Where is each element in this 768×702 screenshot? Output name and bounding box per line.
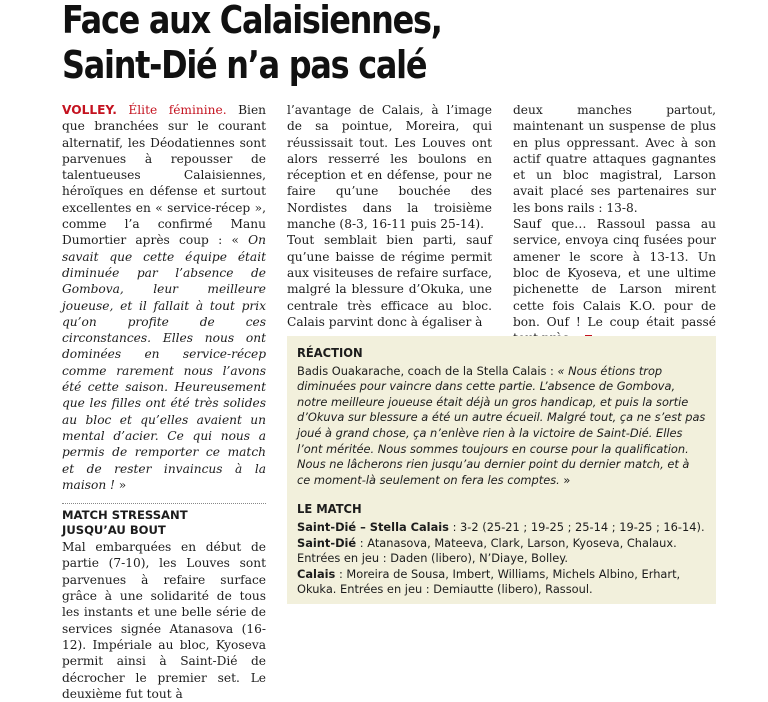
section-label: VOLLEY. bbox=[62, 103, 117, 117]
headline bbox=[62, 0, 442, 88]
article-column-2 bbox=[287, 102, 492, 330]
team-1-players: : Atanasova, Mateeva, Clark, Larson, Kyoseva, Chalaux. bbox=[356, 535, 677, 550]
team-2-label: Calais bbox=[297, 566, 336, 581]
team-2-players: : Moreira de Sousa, Imbert, Williams, Michels Albino, Erhart, Okuka. Entrées en jeu : Demiautte (libero), Rassoul. bbox=[297, 566, 681, 597]
subsection-label: Élite féminine. bbox=[128, 103, 227, 117]
intertitle-line-1: MATCH STRESSANT bbox=[62, 508, 188, 523]
sidebar-box bbox=[287, 336, 716, 604]
match-section bbox=[297, 502, 706, 598]
article-paragraph-4: Tout semblait bien parti, sauf qu’une baisse de régime permit aux visiteuses de refaire surface, malgré la blessure d’Okuka, une centrale très efficace au bloc. Calais parvint donc à égaliser à bbox=[287, 233, 492, 329]
team-1-lineup bbox=[297, 536, 706, 552]
match-result-value: : 3-2 (25-21 ; 19-25 ; 25-14 ; 19-25 ; 16-14). bbox=[448, 519, 705, 534]
intertitle bbox=[62, 503, 266, 537]
coach-quote: On savait que cette équipe était diminuée par l’absence de Gombova, leur meilleure joueuse, et il fallait à tout prix qu’on profite de ces circonstances. Elles nous ont dominées en service-récep comme rarement nous l’avons été cette saison. Heureusement que les filles ont été très solides au bloc et qu’elles avaient un mental d’acier. Ce qui nous a permis de remporter ce match et de rester invaincus à la maison ! bbox=[62, 233, 266, 492]
article-paragraph-3: l’avantage de Calais, à l’image de sa pointue, Moreira, qui réussissait tout. Les Louves ont alors resserré les boulons en réception et en défense, pour ne faire qu’une bouchée des Nordistes dans la troisième manche (8-3, 16-11 puis 25-14). bbox=[287, 103, 492, 232]
team-1-label: Saint-Dié bbox=[297, 535, 357, 550]
team-1-subs: Entrées en jeu : Daden (libero), N’Diaye, Bolley. bbox=[297, 551, 569, 566]
article-paragraph-6-text: Sauf que… Rassoul passa au service, envoya cinq fusées pour amener le score à 13-13. Un bloc de Kyoseva, et une ultime pichenette de Larson mirent cette fois Calais K.O. pour de bon. Ouf ! Le coup était passé bbox=[513, 217, 716, 329]
coach-quote-end: » bbox=[114, 477, 127, 492]
team-2-lineup bbox=[297, 567, 706, 598]
reaction-title: RÉACTION bbox=[297, 346, 363, 361]
intertitle-line-2: JUSQU’AU BOUT bbox=[62, 522, 166, 537]
article-column-1 bbox=[62, 102, 266, 702]
reaction-quote-end: » bbox=[559, 472, 571, 487]
reaction-quote: « Nous étions trop diminuées pour vaincre dans cette partie. L’absence de Gombova, notre meilleure joueuse était déjà un gros handicap, et puis la sortie d’Okuva sur blessure a été un autre écueil. Malgré tout, ça ne s’est pas joué à grand chose, ça n’enlève rien à la victoire de Saint-Dié. Elles l’ont méritée. Nous sommes toujours en course pour la qualification. Nous ne lâcherons rien jusqu’au dernier point du dernier match, et à ce moment-là seulement on fera les comptes. bbox=[297, 363, 706, 487]
article-column-3 bbox=[513, 102, 716, 346]
reaction-speaker: Badis Ouakarache, coach de la Stella Calais : bbox=[297, 363, 558, 378]
match-title: LE MATCH bbox=[297, 502, 362, 518]
article-intro bbox=[62, 102, 266, 493]
match-result bbox=[297, 520, 706, 536]
article-paragraph-2: Mal embarquées en début de partie (7-10), les Louves sont parvenues à refaire surface grâce à une solidarité de tous les instants et une belle série de services signée Atanasova (16-12). Impériale au bloc, Kyoseva permit ainsi à Saint-Dié de décrocher le premier set. Le deuxième fut tout à bbox=[62, 540, 266, 701]
article-paragraph-5: deux manches partout, maintenant un suspense de plus en plus oppressant. Avec à son actif quatre attaques gagnantes et un bloc magistral, Larson avait placé ses partenaires sur les bons rails : 13-8. bbox=[513, 103, 716, 215]
headline-line-1: Face aux Calaisiennes, bbox=[62, 0, 442, 42]
article-paragraph-6 bbox=[513, 216, 716, 346]
intro-text: Bien que branchées sur le courant alternatif, les Déodatiennes sont parvenues à repousser de talentueuses Calaisiennes, héroïques en défense et surtout excellentes en « service-récep », comme l’a confirmé Manu Dumortier après coup : « bbox=[62, 103, 267, 248]
reaction-text bbox=[297, 364, 706, 489]
match-result-label: Saint-Dié – Stella Calais bbox=[297, 519, 449, 534]
headline-line-2: Saint-Dié n’a pas calé bbox=[62, 43, 427, 87]
